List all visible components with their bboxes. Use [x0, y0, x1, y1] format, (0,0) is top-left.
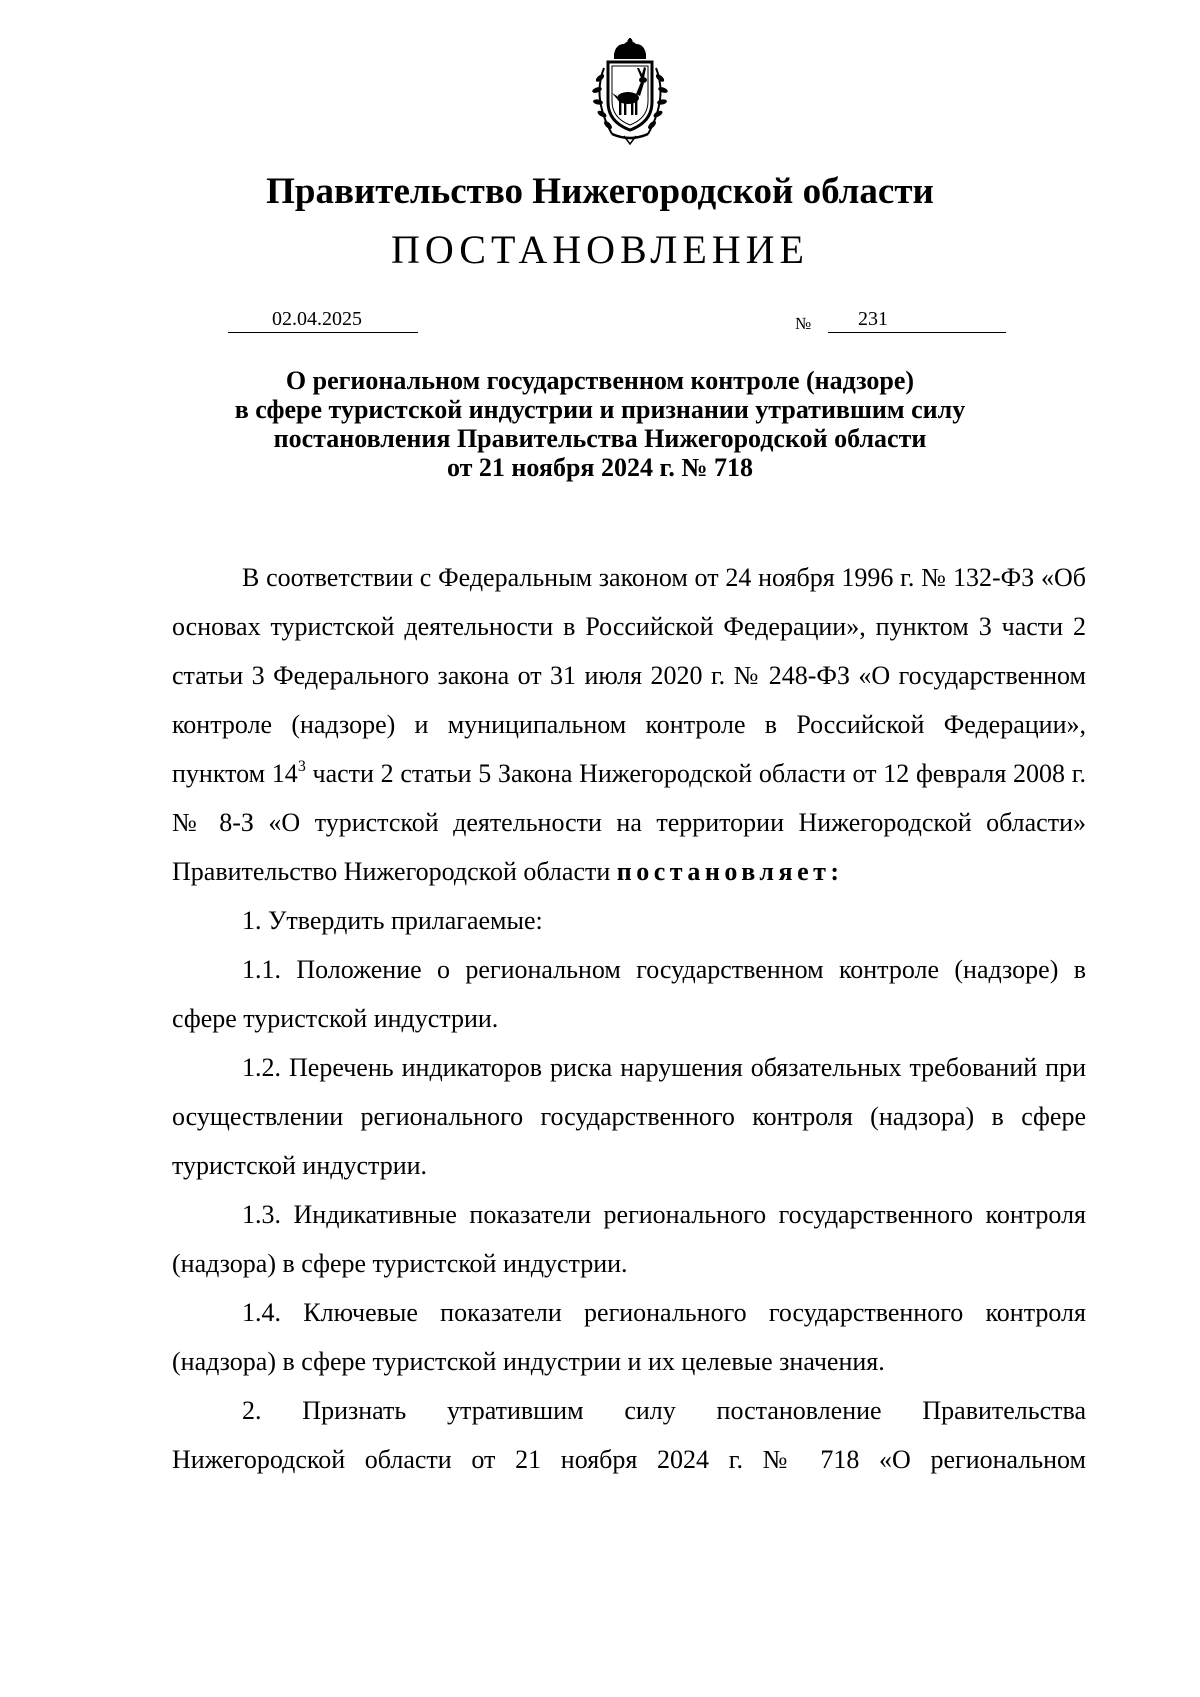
heading-line: от 21 ноября 2024 г. № 718: [446, 453, 753, 482]
paragraph: 1. Утвердить прилагаемые:: [242, 906, 543, 935]
document-date: 02.04.2025: [228, 306, 418, 333]
coat-of-arms-icon: [574, 38, 686, 150]
preamble-paragraph: [172, 553, 1086, 896]
paragraph: 1.4. Ключевые показатели регионального государственного контроля (надзора) в сфере туристской индустрии и их целевые значения.: [172, 1298, 1086, 1376]
heading-line: постановления Правительства Нижегородской области: [273, 424, 927, 453]
paragraph: 2. Признать утратившим силу постановление Правительства Нижегородской области от 21 ноября 2024 г. № 718 «О региональном: [172, 1396, 1086, 1474]
paragraph: 1.2. Перечень индикаторов риска нарушения обязательных требований при осуществлении регионального государственного контроля (надзора) в сфере туристской индустрии.: [172, 1053, 1086, 1180]
document-type: ПОСТАНОВЛЕНИЕ: [391, 227, 809, 272]
number-sign: №: [795, 314, 812, 333]
document-body: [172, 553, 1086, 1484]
government-name: Правительство Нижегородской области: [266, 171, 934, 212]
document-number: 231: [828, 306, 1006, 333]
preamble-text: части 2 статьи 5 Закона Нижегородской области от 12 февраля 2008 г. № 8-З «О туристской деятельности на территории Нижегородской области» Правительство Нижегородской области: [172, 759, 1086, 886]
paragraph: 1.3. Индикативные показатели регионального государственного контроля (надзора) в сфере туристской индустрии.: [172, 1200, 1086, 1278]
document-heading: [0, 366, 1200, 482]
paragraph: 1.1. Положение о региональном государственном контроле (надзоре) в сфере туристской индустрии.: [172, 955, 1086, 1033]
heading-line: О региональном государственном контроле (надзоре): [285, 366, 915, 395]
decree-word: постановляет:: [616, 857, 844, 886]
preamble-text: В соответствии с Федеральным законом от 24 ноября 1996 г. № 132-ФЗ «Об основах туристской деятельности в Российской Федерации», пунктом 3 части 2 статьи 3 Федерального закона от 31 июля 2020 г. № 248-ФЗ «О государственном контроле (надзоре) и муниципальном контроле в Российской Федерации», пунктом 14: [172, 563, 1086, 788]
superscript: 3: [297, 758, 306, 775]
heading-line: в сфере туристской индустрии и признании утратившим силу: [234, 395, 966, 424]
